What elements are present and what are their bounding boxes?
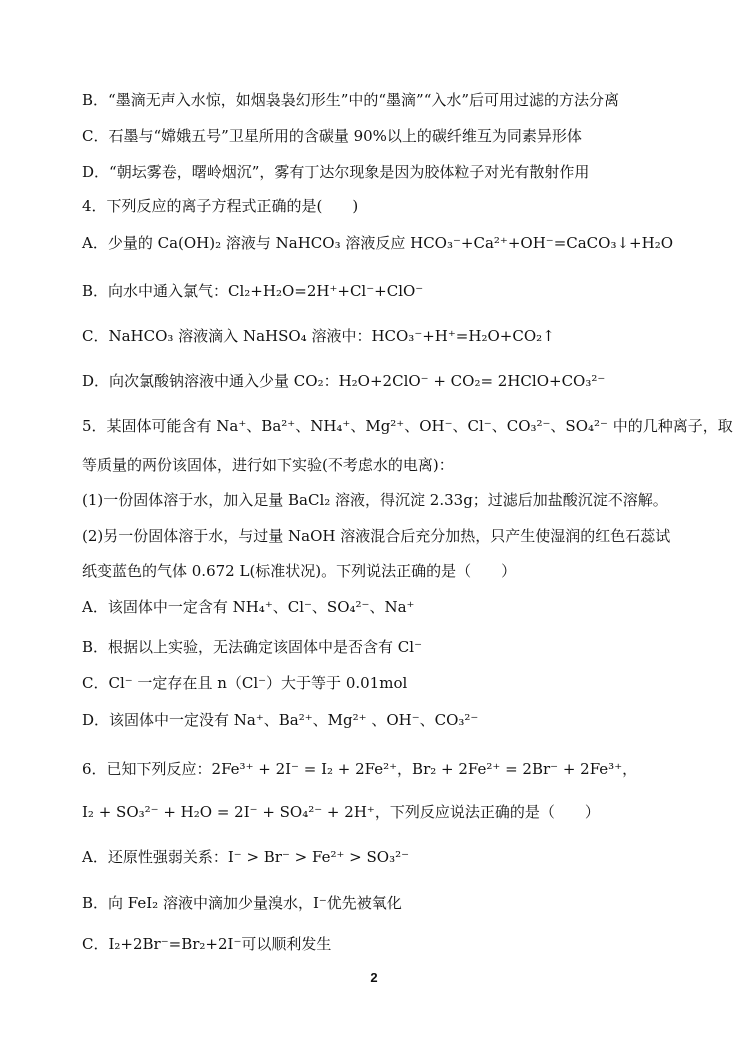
question-5-exp-2a: (2)另一份固体溶于水，与过量 NaOH 溶液混合后充分加热，只产生使湿润的红色石蕊试 bbox=[82, 527, 671, 545]
option-4d: D．向次氯酸钠溶液中通入少量 CO₂：H₂O+2ClO⁻ + CO₂= 2HClO+CO₃²⁻ bbox=[82, 372, 606, 390]
question-4-stem: 4．下列反应的离子方程式正确的是( ) bbox=[82, 197, 359, 215]
question-5-exp-1: (1)一份固体溶于水，加入足量 BaCl₂ 溶液，得沉淀 2.33g；过滤后加盐酸沉淀不溶解。 bbox=[82, 491, 668, 509]
question-6-stem-2: I₂ + SO₃²⁻ + H₂O = 2I⁻ + SO₄²⁻ + 2H⁺，下列反应说法正确的是（ ） bbox=[82, 803, 600, 821]
option-4a: A．少量的 Ca(OH)₂ 溶液与 NaHCO₃ 溶液反应 HCO₃⁻+Ca²⁺+OH⁻=CaCO₃↓+H₂O bbox=[82, 234, 673, 252]
question-5-stem-1: 5．某固体可能含有 Na⁺、Ba²⁺、NH₄⁺、Mg²⁺、OH⁻、Cl⁻、CO₃²⁻、SO₄²⁻ 中的几种离子，取 bbox=[82, 417, 733, 435]
option-4b: B．向水中通入氯气：Cl₂+H₂O=2H⁺+Cl⁻+ClO⁻ bbox=[82, 282, 424, 300]
option-5d: D．该固体中一定没有 Na⁺、Ba²⁺、Mg²⁺ 、OH⁻、CO₃²⁻ bbox=[82, 711, 479, 729]
question-5-exp-2b: 纸变蓝色的气体 0.672 L(标准状况)。下列说法正确的是（ ） bbox=[82, 562, 517, 580]
option-5a: A．该固体中一定含有 NH₄⁺、Cl⁻、SO₄²⁻、Na⁺ bbox=[82, 598, 415, 616]
page-number: 2 bbox=[370, 970, 378, 985]
option-3d: D．“朝坛雾卷，曙岭烟沉”，雾有丁达尔现象是因为胶体粒子对光有散射作用 bbox=[82, 163, 590, 181]
question-6-stem-1: 6．已知下列反应：2Fe³⁺ + 2I⁻ = I₂ + 2Fe²⁺，Br₂ + 2Fe²⁺ = 2Br⁻ + 2Fe³⁺， bbox=[82, 760, 638, 778]
option-6c: C．I₂+2Br⁻=Br₂+2I⁻可以顺利发生 bbox=[82, 935, 332, 953]
option-3c: C．石墨与“嫦娥五号”卫星所用的含碳量 90%以上的碳纤维互为同素异形体 bbox=[82, 127, 582, 145]
option-6b: B．向 FeI₂ 溶液中滴加少量溴水，I⁻优先被氧化 bbox=[82, 894, 402, 912]
option-5b: B．根据以上实验，无法确定该固体中是否含有 Cl⁻ bbox=[82, 638, 422, 656]
option-6a: A．还原性强弱关系：I⁻ > Br⁻ > Fe²⁺ > SO₃²⁻ bbox=[82, 848, 410, 866]
option-5c: C．Cl⁻ 一定存在且 n（Cl⁻）大于等于 0.01mol bbox=[82, 674, 408, 692]
option-3b: B．“墨滴无声入水惊，如烟袅袅幻形生”中的“墨滴”“入水”后可用过滤的方法分离 bbox=[82, 91, 620, 109]
option-4c: C．NaHCO₃ 溶液滴入 NaHSO₄ 溶液中：HCO₃⁻+H⁺=H₂O+CO₂↑ bbox=[82, 327, 555, 345]
question-5-stem-2: 等质量的两份该固体，进行如下实验(不考虑水的电离)： bbox=[82, 456, 454, 474]
